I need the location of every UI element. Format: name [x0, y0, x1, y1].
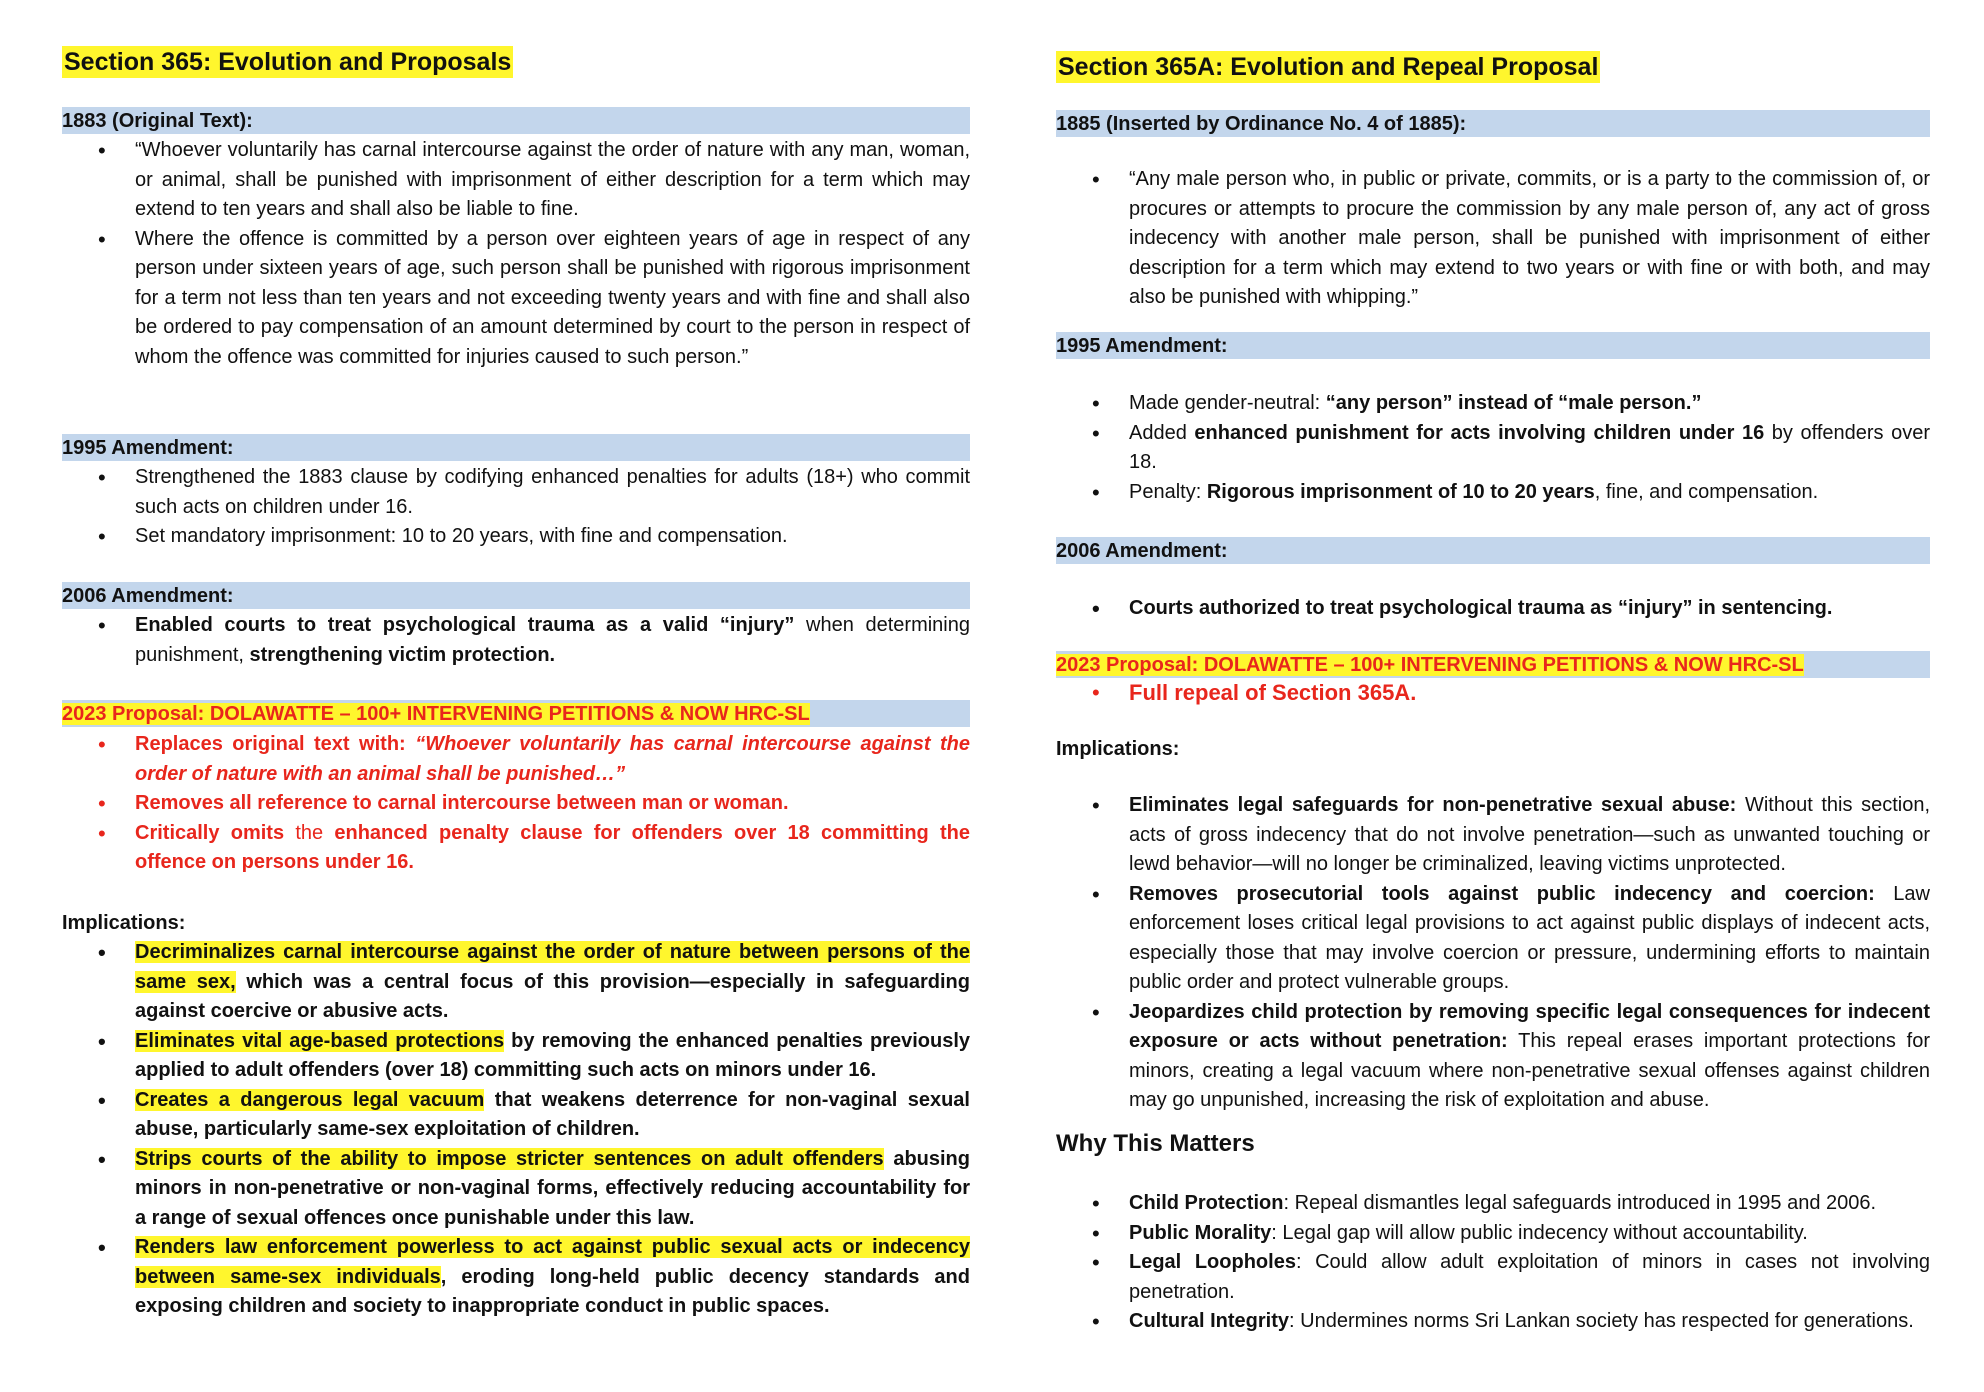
list-item: • Set mandatory imprisonment: 10 to 20 years, with fine and compensation. [62, 522, 970, 552]
text-run: Full repeal of Section 365A. [1129, 680, 1417, 705]
text-run: Legal Loopholes [1129, 1251, 1296, 1273]
highlighted-text: Renders law enforcement powerless to act against public sexual acts or indecency between same-sex individuals [135, 1236, 970, 1288]
right-2023-list [1056, 678, 1930, 708]
list-item [1056, 478, 1930, 508]
list-item [62, 1086, 970, 1145]
left-page-title: Section 365: Evolution and Proposals [64, 48, 512, 76]
list-item: • Strengthened the 1883 clause by codifying enhanced penalties for adults (18+) who commit such acts on children under 16. [62, 463, 970, 522]
right-1885-list [1056, 165, 1930, 313]
text-run: Removes prosecutorial tools against public indecency and coercion: [1129, 882, 1875, 905]
text-run: : Undermines norms Sri Lankan society has respected for generations. [1289, 1310, 1914, 1332]
text-run: Replaces original text with [135, 733, 400, 755]
text-run: by offenders over 18. [1129, 421, 1931, 473]
list-item [1056, 791, 1930, 880]
right-2023-heading [1056, 651, 1930, 678]
text-run: Law enforcement loses critical legal provisions to act against public displays of indecent acts, especially those that may involve coercion or pressure, undermining efforts to maintain public order and protect vulnerable groups. [1129, 882, 1930, 993]
text-run: Penalty: [1129, 480, 1207, 503]
text-run: which was a central focus of this provision—especially in safeguarding against coercive or abusive acts. [135, 970, 970, 1022]
right-1885-heading: 1885 (Inserted by Ordinance No. 4 of 1885): [1056, 110, 1930, 137]
left-2023-heading [62, 700, 970, 727]
text-run: Cultural Integrity [1129, 1310, 1290, 1332]
list-item [1056, 998, 1930, 1116]
text-run: “Whoever voluntarily has carnal intercourse against the order of nature with an animal shall be punished…” [135, 733, 970, 785]
list-item: • Where the offence is committed by a person over eighteen years of age in respect of any person under sixteen years of age, such person shall be punished with rigorous imprisonment for a term not less than ten years and not exceeding twenty years and with fine and shall also be ordered to pay compensation of an amount determined by court to the person in respect of whom the offence was committed for injuries caused to such person.” [62, 225, 970, 373]
text-run: Public Morality [1129, 1221, 1272, 1244]
list-item [1056, 1189, 1930, 1219]
list-item [1056, 1219, 1930, 1249]
text-run: : Legal gap will allow public indecency without accountability. [1271, 1221, 1808, 1244]
text-run: enhanced penalty clause for offenders over 18 committing the offence on persons under 16. [135, 821, 970, 873]
list-item: • “Any male person who, in public or private, commits, or is a party to the commission of, or procures or attempts to procure the commission by any male person of, any act of gross indecency with another male person, shall be punished with imprisonment of either description for a term which may extend to two years or with fine or with both, and may also be punished with whipping.” [1056, 165, 1930, 313]
list-item [62, 789, 970, 819]
text-run: Rigorous imprisonment of 10 to 20 years [1206, 480, 1595, 503]
right-implications-heading: Implications: [1056, 738, 1180, 760]
list-item [62, 1027, 970, 1086]
list-item [1056, 678, 1930, 708]
list-item [1056, 419, 1930, 478]
left-2006-list [62, 611, 970, 670]
left-1883-heading: 1883 (Original Text): [62, 107, 970, 134]
text-run: Eliminates legal safeguards for non-penetrative sexual abuse: [1129, 794, 1737, 816]
highlighted-heading-text: 2023 Proposal: DOLAWATTE – 100+ INTERVENING PETITIONS & NOW HRC-SL [62, 703, 810, 725]
highlighted-text: Creates a dangerous legal vacuum [135, 1088, 485, 1111]
list-item: • “Whoever voluntarily has carnal intercourse against the order of nature with any man, woman, or animal, shall be punished with imprisonment of either description for a term which may extend to ten years and shall also be liable to fine. [62, 136, 970, 225]
list-item [62, 938, 970, 1027]
text-run: This repeal erases important protections for minors, creating a legal vacuum where non-penetrative sexual offenses against children may go unpunished, increasing the risk of exploitation and abuse. [1129, 1030, 1930, 1111]
list-item: • Courts authorized to treat psychological trauma as “injury” in sentencing. [1056, 594, 1930, 624]
left-1883-list [62, 136, 970, 372]
list-item [62, 819, 970, 878]
right-implications-list [1056, 791, 1930, 1116]
text-run: Removes all reference to carnal intercourse between man or woman. [135, 792, 789, 814]
right-2006-list [1056, 594, 1930, 624]
text-run: Added [1129, 421, 1195, 444]
text-run: : Could allow adult exploitation of minors in cases not involving penetration. [1129, 1251, 1930, 1303]
left-1995-list [62, 463, 970, 552]
text-run: Child Protection [1129, 1192, 1284, 1214]
list-item [62, 730, 970, 789]
list-item [62, 611, 970, 670]
list-item [1056, 1307, 1930, 1337]
text-run: Jeopardizes child protection by removing specific legal consequences for indecent exposure or acts without penetration: [1129, 1000, 1930, 1052]
left-2023-list [62, 730, 970, 878]
why-this-matters-heading: Why This Matters [1056, 1130, 1255, 1157]
left-1995-heading: 1995 Amendment: [62, 434, 970, 461]
text-run: that weakens deterrence for non-vaginal sexual abuse, particularly same-sex exploitation of children. [135, 1088, 970, 1140]
left-implications-heading: Implications: [62, 912, 186, 934]
text-run: strengthening victim protection. [249, 643, 556, 666]
list-item [1056, 1248, 1930, 1307]
highlighted-text: Eliminates vital age-based protections [135, 1029, 505, 1052]
list-item [1056, 880, 1930, 998]
highlighted-heading-text: 2023 Proposal: DOLAWATTE – 100+ INTERVENING PETITIONS & NOW HRC-SL [1056, 654, 1804, 676]
list-item [1056, 389, 1930, 419]
text-run: Critically omits [135, 821, 285, 844]
text-run: by removing the enhanced penalties previously applied to adult offenders (over 18) committing such acts on minors under 16. [135, 1029, 970, 1081]
list-item [62, 1233, 970, 1322]
right-1995-heading: 1995 Amendment: [1056, 332, 1930, 359]
text-run: , fine, and compensation. [1594, 480, 1819, 503]
text-run: “any person” instead of “male person.” [1325, 392, 1702, 414]
text-run: enhanced punishment for acts involving children under 16 [1194, 421, 1765, 444]
text-run: abusing minors in non-penetrative or non-vaginal forms, effectively reducing accountability for a range of sexual offences once punishable under this law. [135, 1147, 970, 1229]
text-run: : Repeal dismantles legal safeguards introduced in 1995 and 2006. [1283, 1192, 1877, 1214]
right-1995-list [1056, 389, 1930, 507]
text-run: Made gender-neutral: [1129, 392, 1326, 414]
highlighted-text: Strips courts of the ability to impose stricter sentences on adult offenders [135, 1147, 884, 1170]
text-run: , eroding long-held public decency standards and exposing children and society to inappropriate conduct in public spaces. [135, 1265, 970, 1317]
text-run: Enabled courts to treat psychological trauma as a valid “injury” [135, 614, 795, 636]
text-run: Without this section, acts of gross indecency that do not involve penetration—such as unwanted touching or lewd behavior—will no longer be criminalized, leaving victims unprotected. [1129, 794, 1930, 875]
left-implications-list [62, 938, 970, 1322]
list-item [62, 1145, 970, 1234]
text-run: when determining punishment, [135, 614, 970, 666]
why-this-matters-list [1056, 1189, 1930, 1337]
text-run: : [399, 733, 416, 755]
right-2006-heading: 2006 Amendment: [1056, 537, 1930, 564]
right-page-title: Section 365A: Evolution and Repeal Proposal [1058, 53, 1599, 81]
text-run: the [284, 821, 335, 844]
left-2006-heading: 2006 Amendment: [62, 582, 970, 609]
highlighted-text: Decriminalizes carnal intercourse against the order of nature between persons of the same sex, [135, 941, 970, 993]
